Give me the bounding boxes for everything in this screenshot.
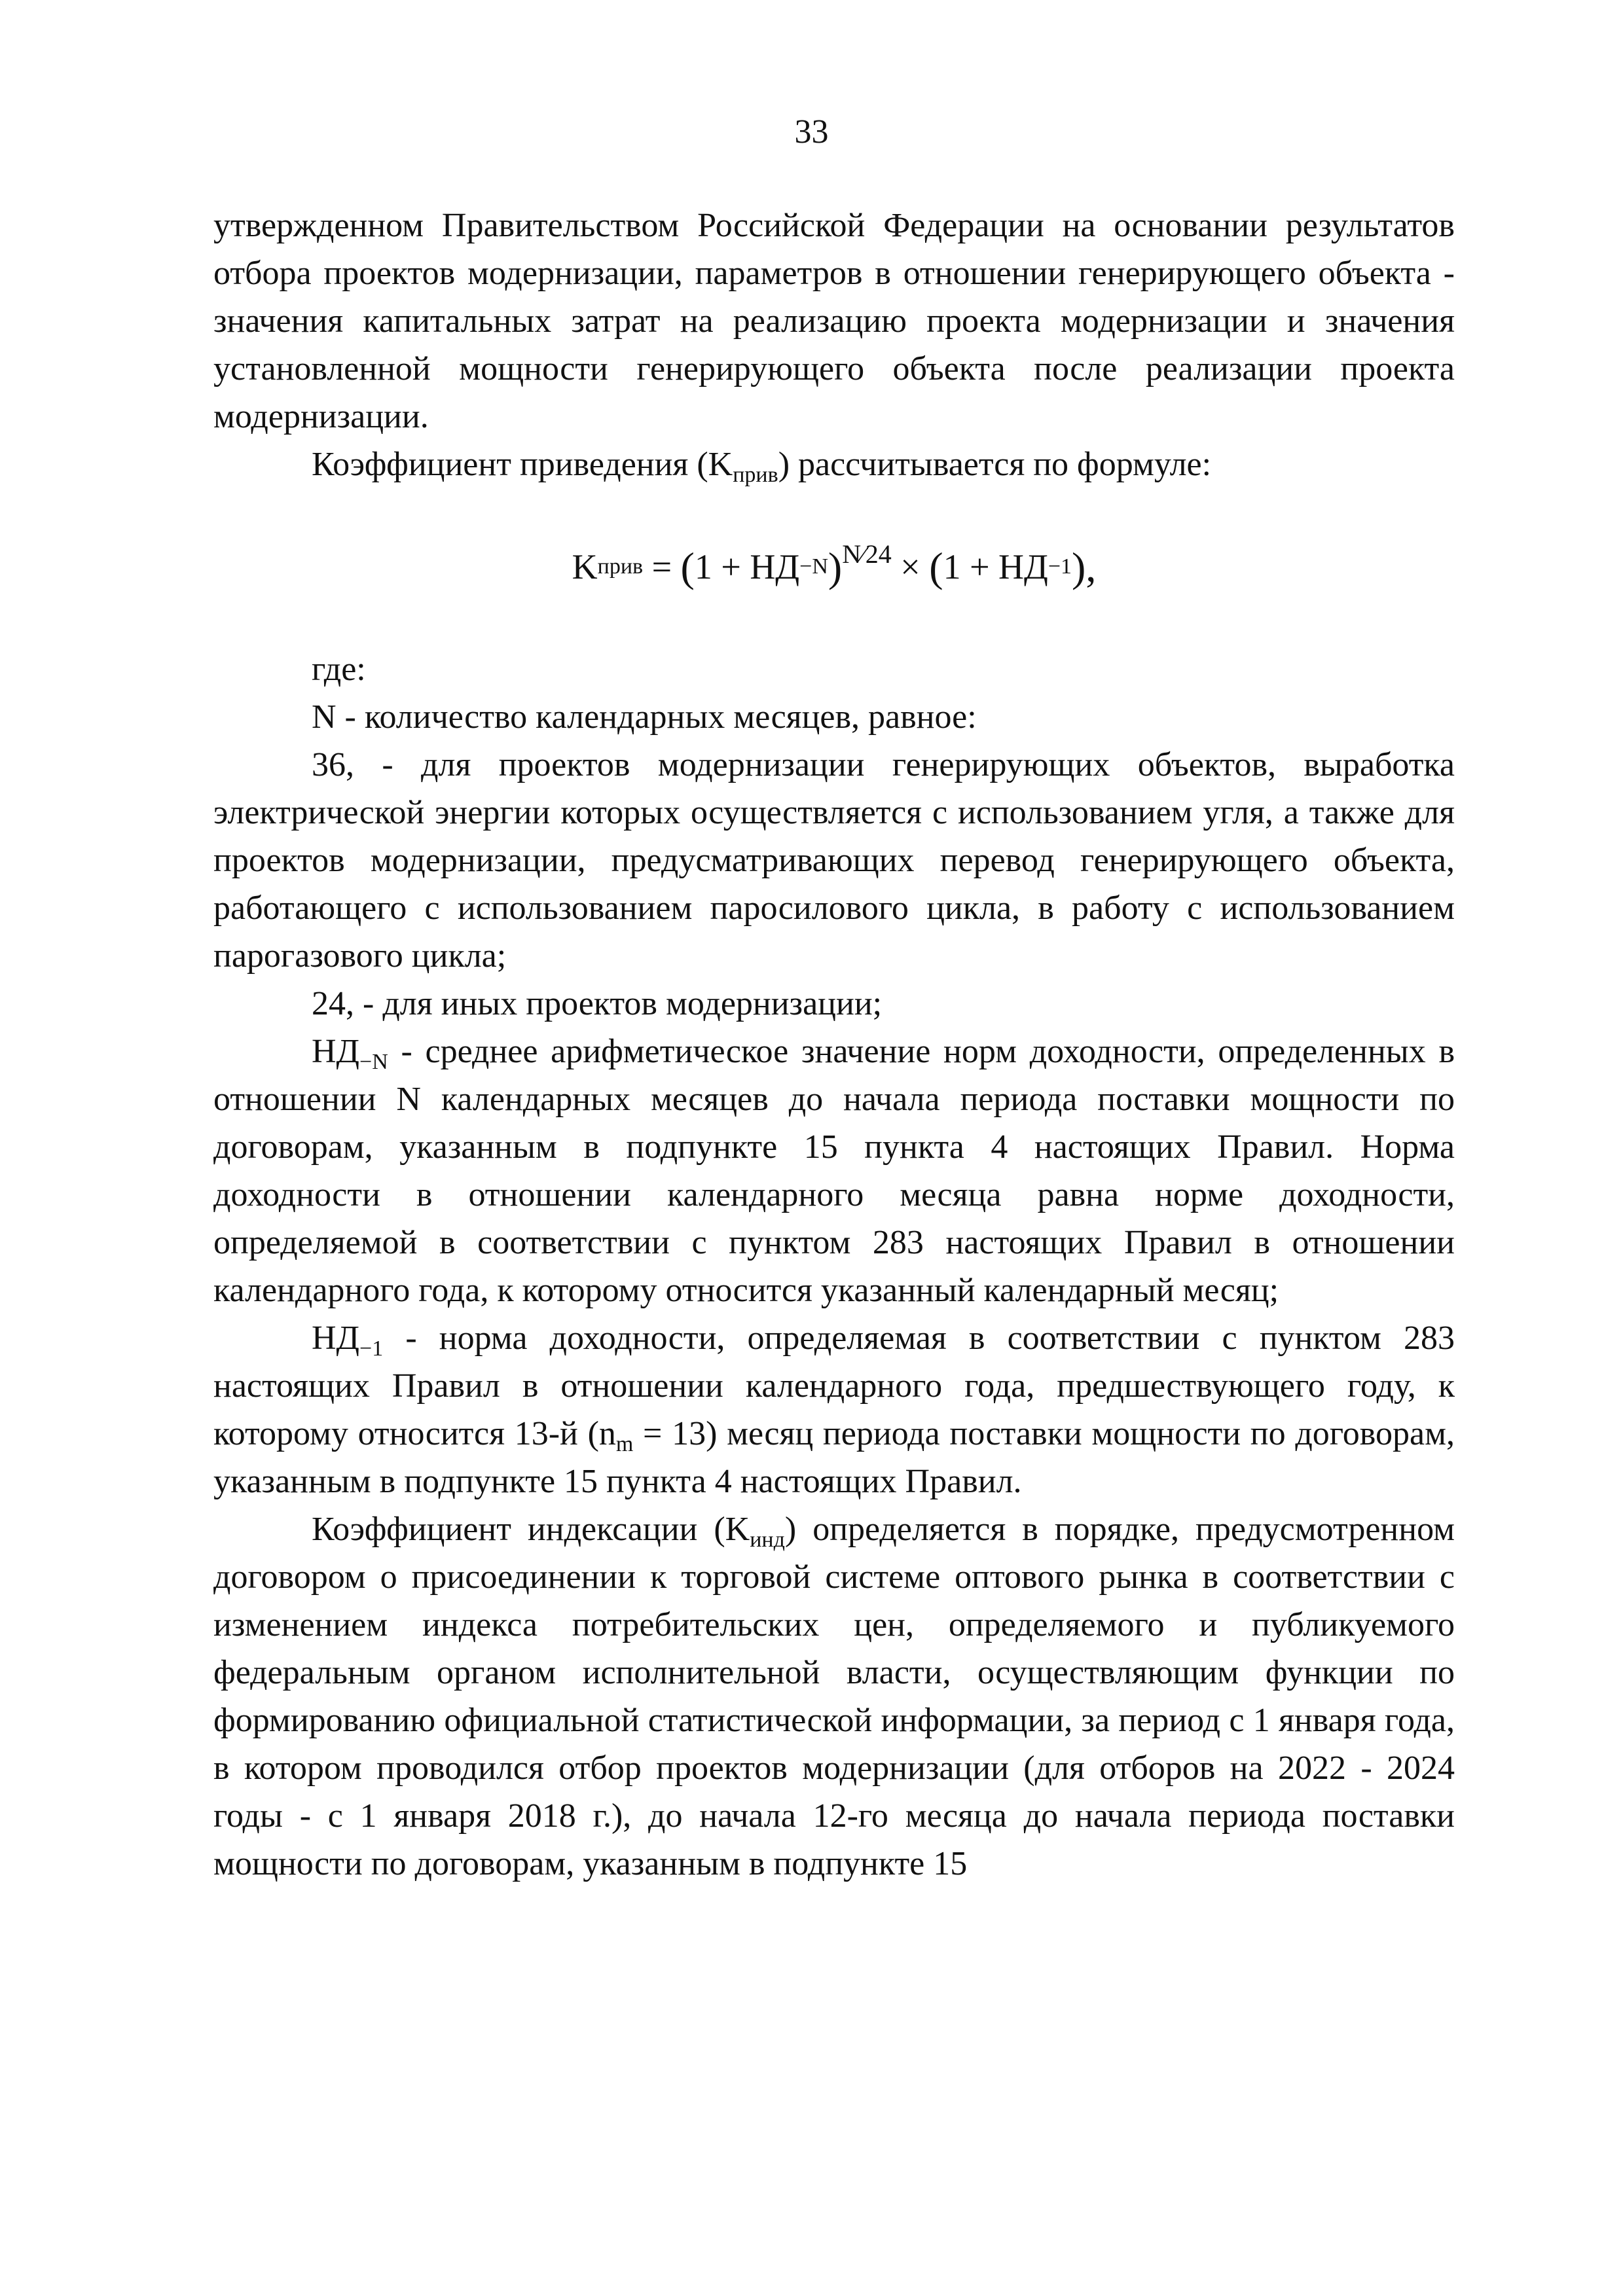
formula-k: K [572,547,598,586]
formula-close-paren-1: ) [828,543,843,590]
nd-1-label: НД [312,1319,360,1357]
kind-before: Коэффициент индексации (K [312,1511,750,1548]
nd-n-label: НД [312,1033,360,1070]
paragraph-n-definition: N - количество календарных месяцев, равное: [312,698,977,736]
paragraph-approved-params: утвержденном Правительством Российской Федерации на основании результатов отбора проектов модернизации, параметров в отношении генерирующего объекта - значения капитальных затрат на реализацию проекта модернизации и значения установленной мощности генерирующего объекта после реализации проекта модернизации. [213,207,1455,435]
kpriv-intro-sub: прив [733,463,778,487]
kpriv-intro-after: ) рассчитывается по формуле: [778,446,1212,483]
formula-term-1: 1 + НД [694,547,800,586]
formula-equals: = [643,547,681,586]
formula-times: × [891,547,930,586]
paragraph-nd-minus-n [213,1028,1455,1314]
kind-sub: инд [750,1528,785,1552]
nd-n-text: - среднее арифметическое значение норм доходности, определенных в отношении N календарных месяцев до начала периода поставки мощности по договорам, указанным в подпункте 15 пункта 4 настоящих Правил. Норма доходности в отношении календарного месяца равна норме доходности, определяемой в соответствии с пунктом 283 настоящих Правил в отношении календарного года, к которому относится указанный календарный месяц; [213,1033,1455,1309]
nd-1-sub: −1 [359,1336,384,1361]
document-body [213,202,1455,1888]
kpriv-intro-before: Коэффициент приведения (K [312,446,733,483]
nm-sub: m [615,1432,634,1456]
page-number: 33 [794,113,829,151]
nd-n-sub: −N [359,1050,388,1074]
formula-term-2: 1 + НД [943,547,1048,586]
kind-after: ) определяется в порядке, предусмотренном договором о присоединении к торговой системе оптового рынка в соответствии с изменением индекса потребительских цен, определяемого и публикуемого федеральным органом исполнительной власти, осуществляющим функции по формированию официальной статистической информации, за период с 1 января года, в котором проводился отбор проектов модернизации (для отборов на 2022 - 2024 годы - с 1 января 2018 г.), до начала 12-го месяца до начала периода поставки мощности по договорам, указанным в подпункте 15 [213,1511,1455,1882]
paragraph-nd-minus-1 [213,1314,1455,1505]
paragraph-kpriv-intro [213,440,1455,488]
nd-1-text-a: - норма доходности, определяемая в соответствии с пунктом 283 настоящих Правил в отношении календарного года, предшествующего году, к которому относится 13-й (n [213,1319,1455,1452]
paragraph-n-36: 36, - для проектов модернизации генерирующих объектов, выработка электрической энергии которых осуществляется с использованием угля, а также для проектов модернизации, предусматривающих перевод генерирующего объекта, работающего с использованием паросилового цикла, в работу с использованием парогазового цикла; [213,746,1455,975]
formula-kpriv: K прив = ( 1 + НД −N ) N⁄24 × ( 1 + НД −1 ), [213,488,1455,645]
paragraph-kind [213,1505,1455,1888]
nd-1-text-b: = 13) месяц периода поставки мощности по договорам, указанным в подпункте 15 пункта 4 настоящих Правил. [213,1415,1455,1500]
formula-open-paren-1: ( [680,543,695,590]
formula-close-paren-2: ), [1072,543,1097,590]
formula-exponent: N⁄24 [842,539,892,569]
paragraph-where: где: [312,651,366,688]
paragraph-n-24: 24, - для иных проектов модернизации; [312,985,883,1022]
formula-open-paren-2: ( [929,543,943,590]
